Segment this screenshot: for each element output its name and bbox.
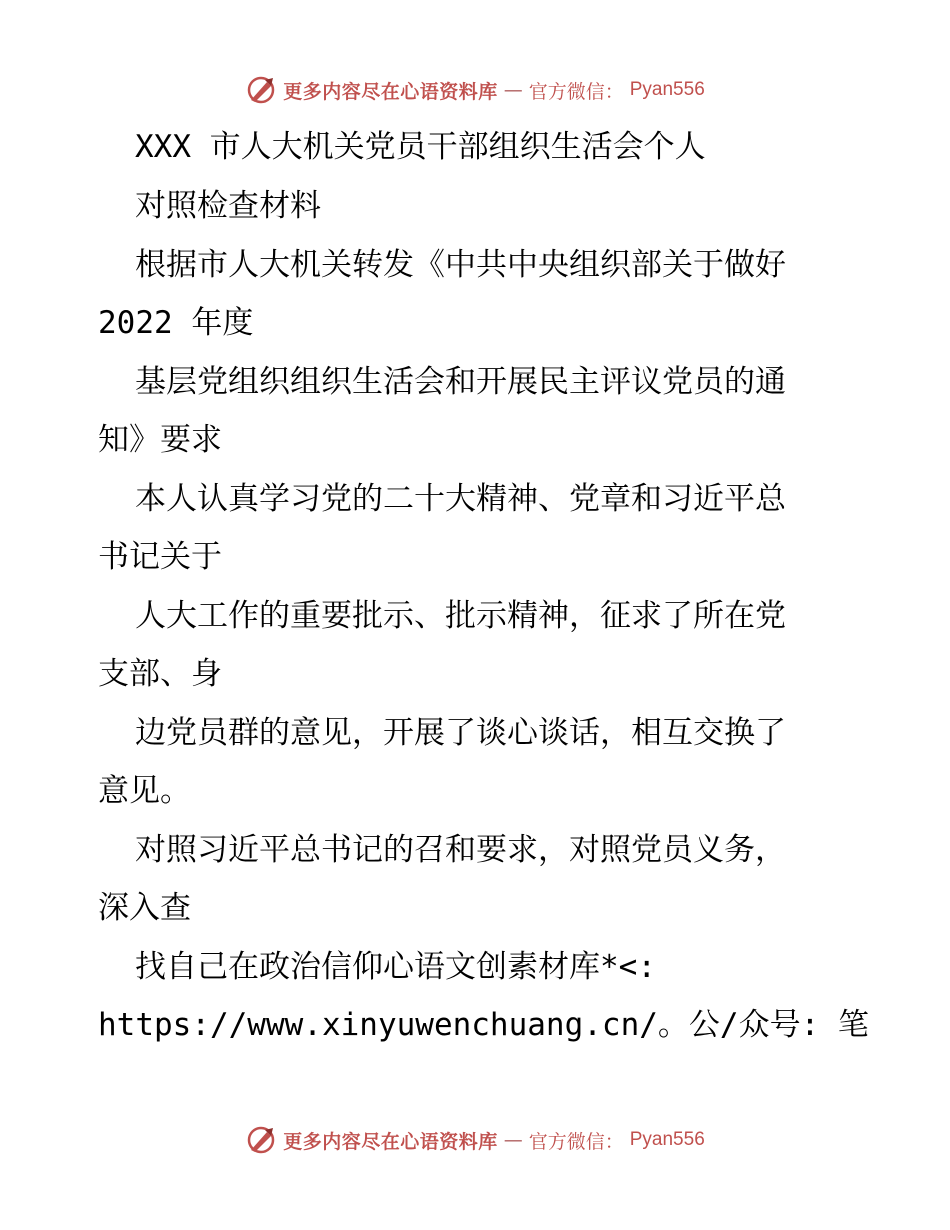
body-line: 人大工作的重要批示、批示精神，征求了所在党 [135,598,786,634]
footer-watermark-banner [0,1120,950,1160]
body-line: 基层党组织组织生活会和开展民主评议党员的通 [135,364,786,400]
title-line-1: XXX 市人大机关党员干部组织生活会个人 [135,129,706,165]
body-line: 2022 年度 [98,305,254,341]
body-line: 对照习近平总书记的召和要求，对照党员义务， [135,832,786,868]
body-line: 深入查 [98,890,191,926]
banner-wechat-label: 官方微信： [528,80,624,103]
quill-logo-icon [245,1124,277,1156]
body-line: 找自己在政治信仰心语文创素材库*<: [135,949,656,985]
banner-brand-text: 更多内容尽在心语资料库 [283,80,498,103]
title-line-2: 对照检查材料 [135,188,321,224]
banner-dash: — [503,79,523,101]
banner-brand-text: 更多内容尽在心语资料库 [283,1130,498,1153]
quill-logo-icon [245,74,277,106]
body-line: 意见。 [98,773,191,809]
banner-wechat-id: Pyan556 [629,1129,705,1150]
body-line: 根据市人大机关转发《中共中央组织部关于做好 [135,247,786,283]
banner-wechat-id: Pyan556 [629,79,705,100]
body-line: 书记关于 [98,539,222,575]
body-line: 知》要求 [98,422,222,458]
body-line: 边党员群的意见，开展了谈心谈话，相互交换了 [135,715,786,751]
body-line: 本人认真学习党的二十大精神、党章和习近平总 [135,481,786,517]
body-line: 支部、身 [98,656,222,692]
header-watermark-banner [0,70,950,110]
banner-wechat-label: 官方微信： [528,1130,624,1153]
banner-dash: — [503,1129,523,1151]
body-line-url: https://www.xinyuwenchuang.cn/。公/众号: 笔 [98,1007,869,1043]
